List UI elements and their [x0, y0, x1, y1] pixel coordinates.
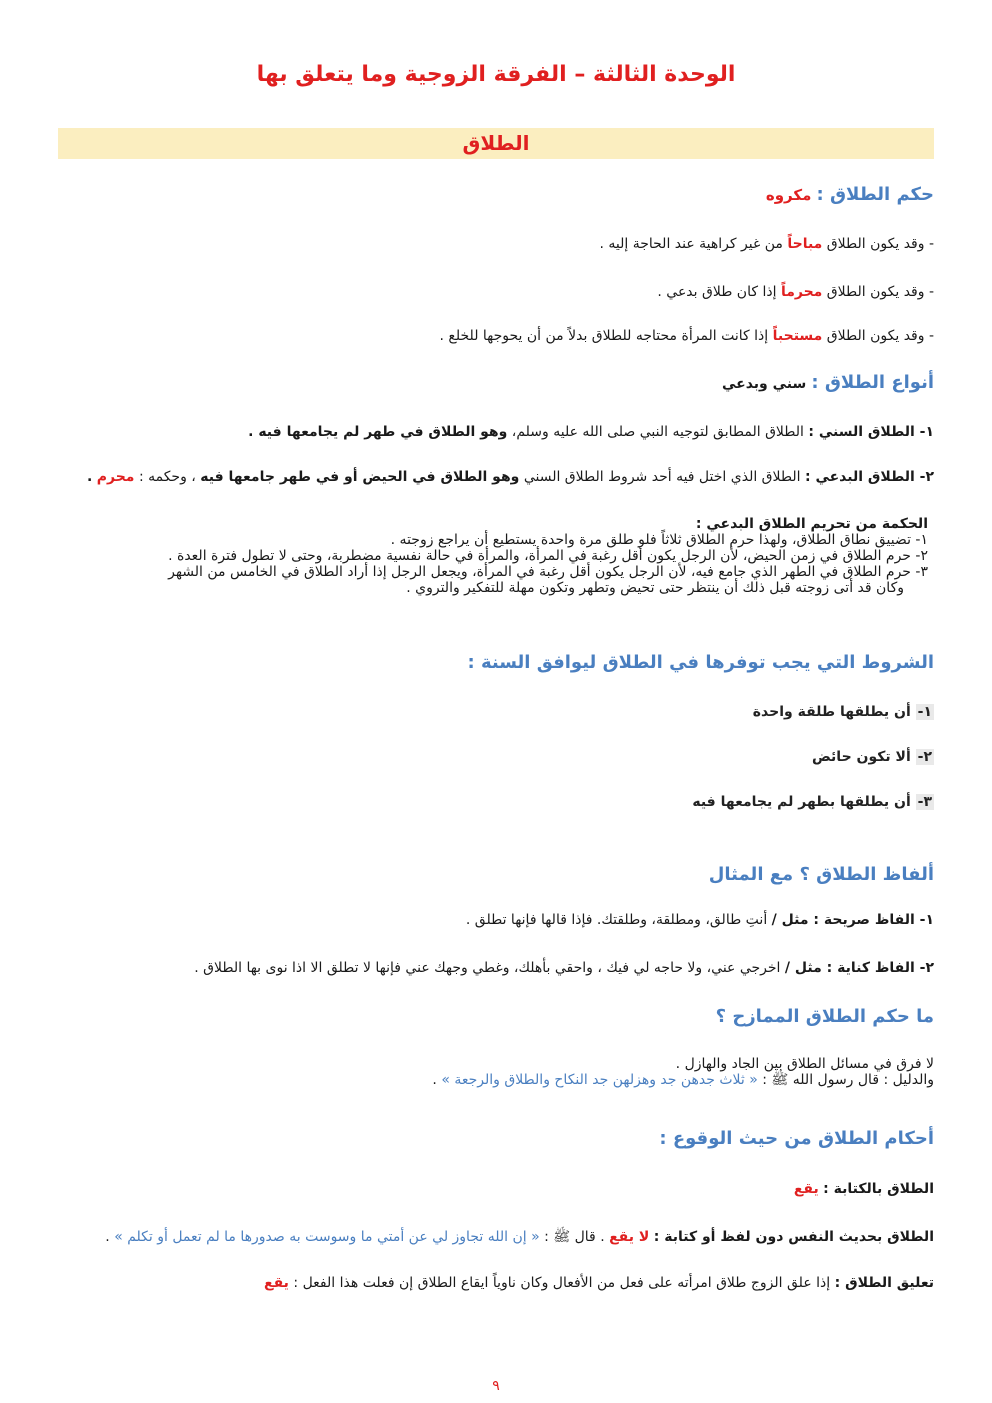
conditional-label: تعليق الطلاق :: [834, 1275, 934, 1291]
ruling-item-text: من غير كراهية عند الحاجة إليه .: [599, 236, 783, 252]
sunni-divorce: [58, 424, 934, 440]
wisdom-line: ٢- حرم الطلاق في زمن الحيض، لأن الرجل يكون أقل رغبة في المرأة، والمرأة في حالة نفسية مضطربة، وحتى لا تطول فترة العدة .: [168, 548, 928, 564]
ruling-item-text: إذا كان طلاق بدعي .: [657, 284, 777, 300]
bidi-label: ٢- الطلاق البدعي :: [804, 469, 934, 485]
sunni-text: الطلاق المطابق لتوجيه النبي صلى الله عليه وسلم،: [511, 424, 804, 440]
ruling-item-text: - وقد يكون الطلاق: [826, 236, 934, 252]
writing-label: الطلاق بالكتابة :: [823, 1181, 934, 1197]
jest-line: لا فرق في مسائل الطلاق بين الجاد والهازل .: [675, 1056, 934, 1072]
types-heading-line: [58, 372, 934, 393]
section-band: [58, 128, 934, 159]
occurrence-heading: أحكام الطلاق من حيث الوقوع :: [659, 1128, 934, 1149]
jest-evidence: [58, 1072, 934, 1088]
explicit-text: أنتِ طالق، ومطلقة، وطلقتك. فإذا قالها فإنها تطلق .: [465, 912, 768, 928]
bidi-end: .: [86, 469, 93, 485]
explicit-words: [58, 912, 934, 928]
wisdom-line: ٣- حرم الطلاق في الطهر الذي جامع فيه، لأن الرجل يكون أقل رغبة في المرأة، ويجعل الرجل إذا أراد الطلاق في الخامس من الشهر: [168, 564, 928, 580]
implicit-text: اخرجي عني، ولا حاجه لي فيك ، واحقي بأهلك، وغطي وجهك عني فإنها لا تطلق الا اذا نوى بها الطلاق .: [194, 960, 781, 976]
section-band-title: الطلاق: [462, 131, 530, 155]
writing-divorce: [58, 1181, 934, 1197]
sunni-label: ١- الطلاق السني :: [808, 424, 934, 440]
words-heading: ألفاظ الطلاق ؟ مع المثال: [708, 864, 934, 885]
ruling-item-text: - وقد يكون الطلاق: [826, 328, 934, 344]
condition-number: ٢-: [917, 749, 932, 765]
ruling-item-highlight: مستحباً: [772, 328, 823, 344]
page-number: ٩: [492, 1378, 500, 1394]
self-talk-divorce: [58, 1228, 934, 1248]
condition-item: [58, 794, 934, 810]
ruling-item-highlight: مباحاً: [787, 236, 823, 252]
explicit-label: ١- الفاظ صريحة : مثل /: [771, 912, 934, 928]
writing-ruling: يقع: [793, 1181, 819, 1197]
condition-number: ١-: [917, 704, 932, 720]
wisdom-heading: الحكمة من تحريم الطلاق البدعي :: [695, 516, 928, 532]
condition-text: أن يطلقها طلقة واحدة: [752, 704, 911, 720]
ruling-heading-line: [58, 184, 934, 205]
ruling-item: [58, 284, 934, 300]
ruling-item: [58, 236, 934, 252]
document-page: [58, 0, 934, 1403]
jest-heading: ما حكم الطلاق الممازح ؟: [715, 1006, 934, 1027]
self-talk-ruling: لا يقع: [609, 1229, 650, 1245]
bidi-tail: ، وحكمه :: [138, 469, 196, 485]
condition-number: ٣-: [917, 794, 932, 810]
ruling-item-text: إذا كانت المرأة محتاجه للطلاق بدلاً من أن يحوجها للخلع .: [439, 328, 769, 344]
ruling-value: مكروه: [765, 186, 812, 204]
ruling-item-highlight: محرماً: [780, 284, 823, 300]
types-value: سني وبدعي: [721, 376, 807, 392]
wisdom-line: وكان قد أتى زوجته قبل ذلك أن ينتظر حتى تحيض وتطهر وتكون مهلة للتفكير والتروي .: [406, 580, 904, 596]
wisdom-line: ١- تضييق نطاق الطلاق، ولهذا حرم الطلاق ثلاثاً فلو طلق مرة واحدة يستطيع أن يراجع زوجته .: [390, 532, 928, 548]
condition-item: [58, 704, 934, 720]
bidi-divorce: [58, 469, 934, 485]
types-heading: أنواع الطلاق :: [811, 372, 934, 393]
jest-block: [58, 1056, 934, 1088]
self-talk-hadith: « إن الله تجاوز لي عن أمتي ما وسوست به صدورها ما لم تعمل أو تكلم »: [114, 1229, 540, 1245]
condition-item: [58, 749, 934, 765]
unit-title: الوحدة الثالثة – الفرقة الزوجية وما يتعلق بها: [256, 62, 736, 87]
implicit-words: [58, 960, 934, 976]
self-talk-end: .: [105, 1229, 110, 1245]
conditional-ruling: يقع: [264, 1275, 289, 1291]
ruling-heading: حكم الطلاق :: [816, 184, 934, 205]
sunni-bold: وهو الطلاق في طهر لم يجامعها فيه .: [248, 424, 508, 440]
bidi-bold: وهو الطلاق في الحيض أو في طهر جامعها فيه: [200, 469, 520, 485]
jest-hadith: « ثلاث جدهن جد وهزلهن جد النكاح والطلاق والرجعة »: [441, 1072, 758, 1088]
conditional-text: إذا علق الزوج طلاق امرأته على فعل من الأفعال وكان ناوياً ايقاع الطلاق إن فعلت هذا الفعل :: [293, 1275, 831, 1291]
self-talk-label: الطلاق بحديث النفس دون لفظ أو كتابة :: [653, 1229, 934, 1245]
wisdom-block: [58, 516, 928, 596]
jest-end: .: [432, 1072, 437, 1088]
conditional-divorce: [58, 1275, 934, 1291]
ruling-item: [58, 328, 934, 344]
bidi-text: الطلاق الذي اختل فيه أحد شروط الطلاق السني: [523, 469, 801, 485]
implicit-label: ٢- الفاظ كناية : مثل /: [784, 960, 934, 976]
jest-evidence-label: والدليل : قال رسول الله ﷺ :: [762, 1072, 934, 1088]
condition-text: ألا تكون حائض: [811, 749, 911, 765]
conditions-heading: الشروط التي يجب توفرها في الطلاق ليوافق السنة :: [467, 652, 934, 673]
condition-text: أن يطلقها بطهر لم يجامعها فيه: [692, 794, 911, 810]
ruling-item-text: - وقد يكون الطلاق: [826, 284, 934, 300]
bidi-ruling: محرم: [96, 469, 135, 485]
self-talk-mid: . قال ﷺ :: [544, 1229, 605, 1245]
